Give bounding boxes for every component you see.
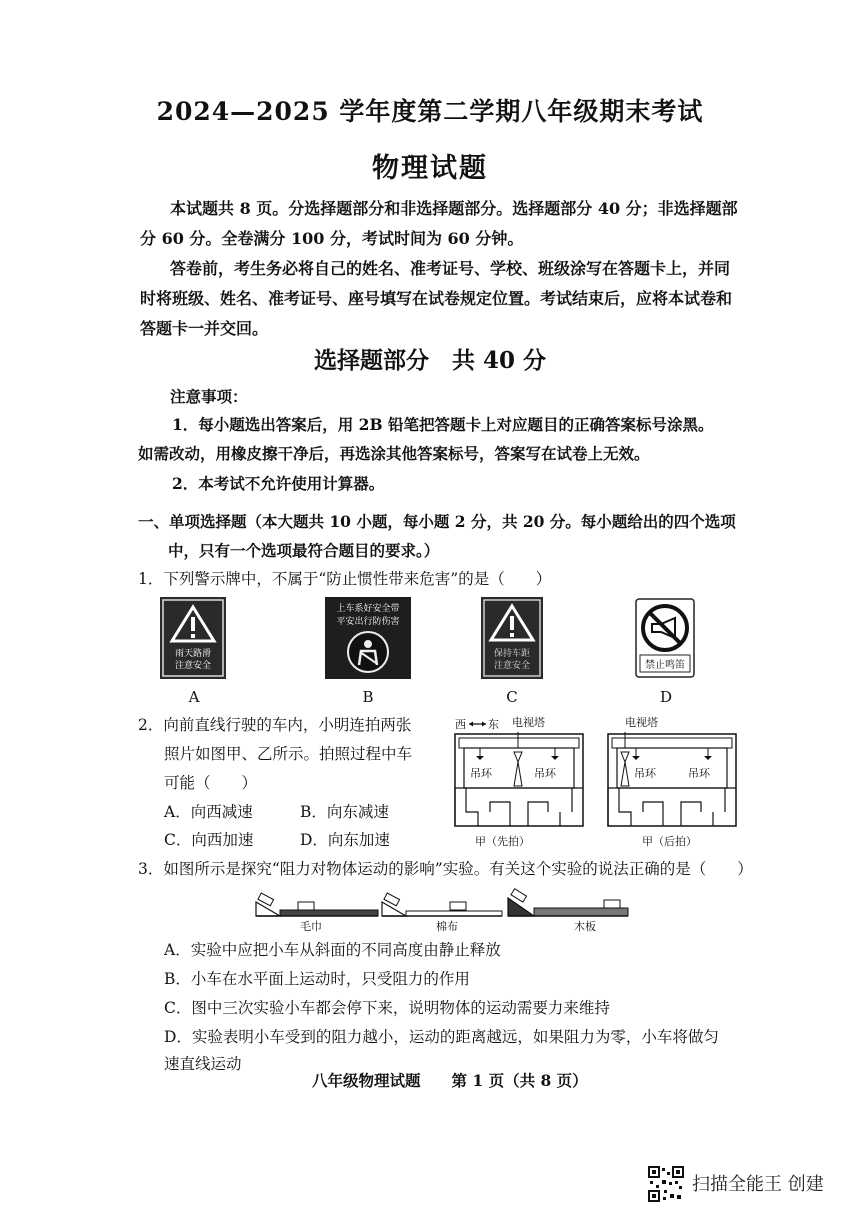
page-footer: 八年级物理试题 第 1 页（共 8 页） (312, 1071, 588, 1090)
tower-label-1: 电视塔 (512, 716, 545, 729)
west-label: 西 (455, 718, 466, 731)
intro-line-5: 答题卡一并交回。 (140, 319, 269, 338)
exam-subtitle: 物理试题 (372, 153, 488, 184)
q3-option-d-1: D．实验表明小车受到的阻力越小，运动的距离越远，如果阻力为零，小车将做匀 (164, 1028, 719, 1046)
q2-figure (450, 712, 742, 852)
scanner-watermark: 扫描全能王 创建 (692, 1174, 824, 1195)
photo-second (608, 732, 736, 826)
q3-figure (250, 884, 634, 932)
q1-label-b: B (362, 688, 374, 706)
sign-c-image (481, 597, 543, 679)
east-label: 东 (488, 718, 499, 731)
notes-title: 注意事项： (170, 387, 248, 406)
q3-option-b: B．小车在水平面上运动时，只受阻力的作用 (164, 970, 470, 988)
q1-label-a: A (188, 688, 200, 706)
note-1a: 1．每小题选出答案后，用 2B 铅笔把答题卡上对应题目的正确答案标号涂黑。 (172, 415, 714, 434)
ring-label-1: 吊环 (470, 767, 492, 780)
intro-line-1: 本试题共 8 页。分选择题部分和非选择题部分。选择题部分 40 分；非选择题部 (170, 199, 738, 218)
qr-code-icon (648, 1166, 684, 1202)
exam-title: 2024—2025 学年度第二学期八年级期末考试 (156, 97, 704, 126)
sign-d-image (635, 598, 695, 678)
tower-label-2: 电视塔 (625, 716, 658, 729)
ring-label-2: 吊环 (534, 767, 556, 780)
q2-stem-1: 2．向前直线行驶的车内，小明连拍两张 (138, 716, 412, 734)
sign-c-text-2: 注意安全 (493, 661, 531, 671)
surface-wood: 木板 (574, 920, 596, 932)
q3-option-c: C．图中三次实验小车都会停下来，说明物体的运动需要力来维持 (164, 999, 610, 1017)
sign-c-text-1: 保持车距 (493, 649, 531, 659)
q1-label-c: C (506, 688, 518, 706)
q2-option-a: A．向西减速 (164, 803, 253, 821)
q3-option-d-2: 速直线运动 (164, 1055, 242, 1073)
q3-stem: 3．如图所示是探究“阻力对物体运动的影响”实验。有关这个实验的说法正确的是（ ） (138, 860, 753, 878)
surface-towel: 毛巾 (300, 920, 322, 932)
q2-option-c: C．向西加速 (164, 831, 254, 849)
surface-cotton: 棉布 (436, 920, 458, 932)
q1-label-d: D (659, 688, 673, 706)
sign-b-image (325, 597, 411, 679)
ring-label-3: 吊环 (634, 767, 656, 780)
q2-option-d: D．向东加速 (300, 831, 390, 849)
sign-a-text-2: 注意安全 (174, 661, 212, 671)
section-title: 选择题部分 共 40 分 (313, 347, 547, 374)
intro-line-3: 答卷前，考生务必将自己的姓名、准考证号、学校、班级涂写在答题卡上，并同 (170, 259, 731, 278)
intro-line-4: 时将班级、姓名、准考证号、座号填写在试卷规定位置。考试结束后，应将本试卷和 (140, 289, 733, 308)
photo-first (455, 732, 583, 826)
sign-d-text: 禁止鸣笛 (645, 660, 685, 671)
sign-b-text-1: 上车系好安全带 (336, 604, 400, 614)
q2-stem-3: 可能（ ） (164, 774, 258, 792)
sign-b-text-2: 平安出行防伤害 (336, 617, 400, 627)
q1-stem: 1．下列警示牌中，不属于“防止惯性带来危害”的是（ ） (138, 570, 552, 588)
part1-heading-2: 中，只有一个选项最符合题目的要求。） (168, 541, 440, 560)
q2-stem-2: 照片如图甲、乙所示。拍照过程中车 (164, 745, 413, 763)
note-1b: 如需改动，用橡皮擦干净后，再选涂其他答案标号，答案写在试卷上无效。 (138, 444, 650, 463)
sign-a-image (160, 597, 226, 679)
note-2: 2．本考试不允许使用计算器。 (172, 474, 385, 493)
q2-option-b: B．向东减速 (300, 803, 389, 821)
sign-a-text-1: 雨天路滑 (174, 649, 212, 659)
intro-line-2: 分 60 分。全卷满分 100 分，考试时间为 60 分钟。 (140, 229, 524, 248)
ring-label-4: 吊环 (688, 767, 710, 780)
part1-heading-1: 一、单项选择题（本大题共 10 小题，每小题 2 分，共 20 分。每小题给出的四个选项 (138, 512, 736, 531)
caption-second: 甲（后拍） (642, 835, 697, 848)
caption-first: 甲（先拍） (475, 835, 530, 848)
q3-option-a: A．实验中应把小车从斜面的不同高度由静止释放 (164, 941, 501, 959)
